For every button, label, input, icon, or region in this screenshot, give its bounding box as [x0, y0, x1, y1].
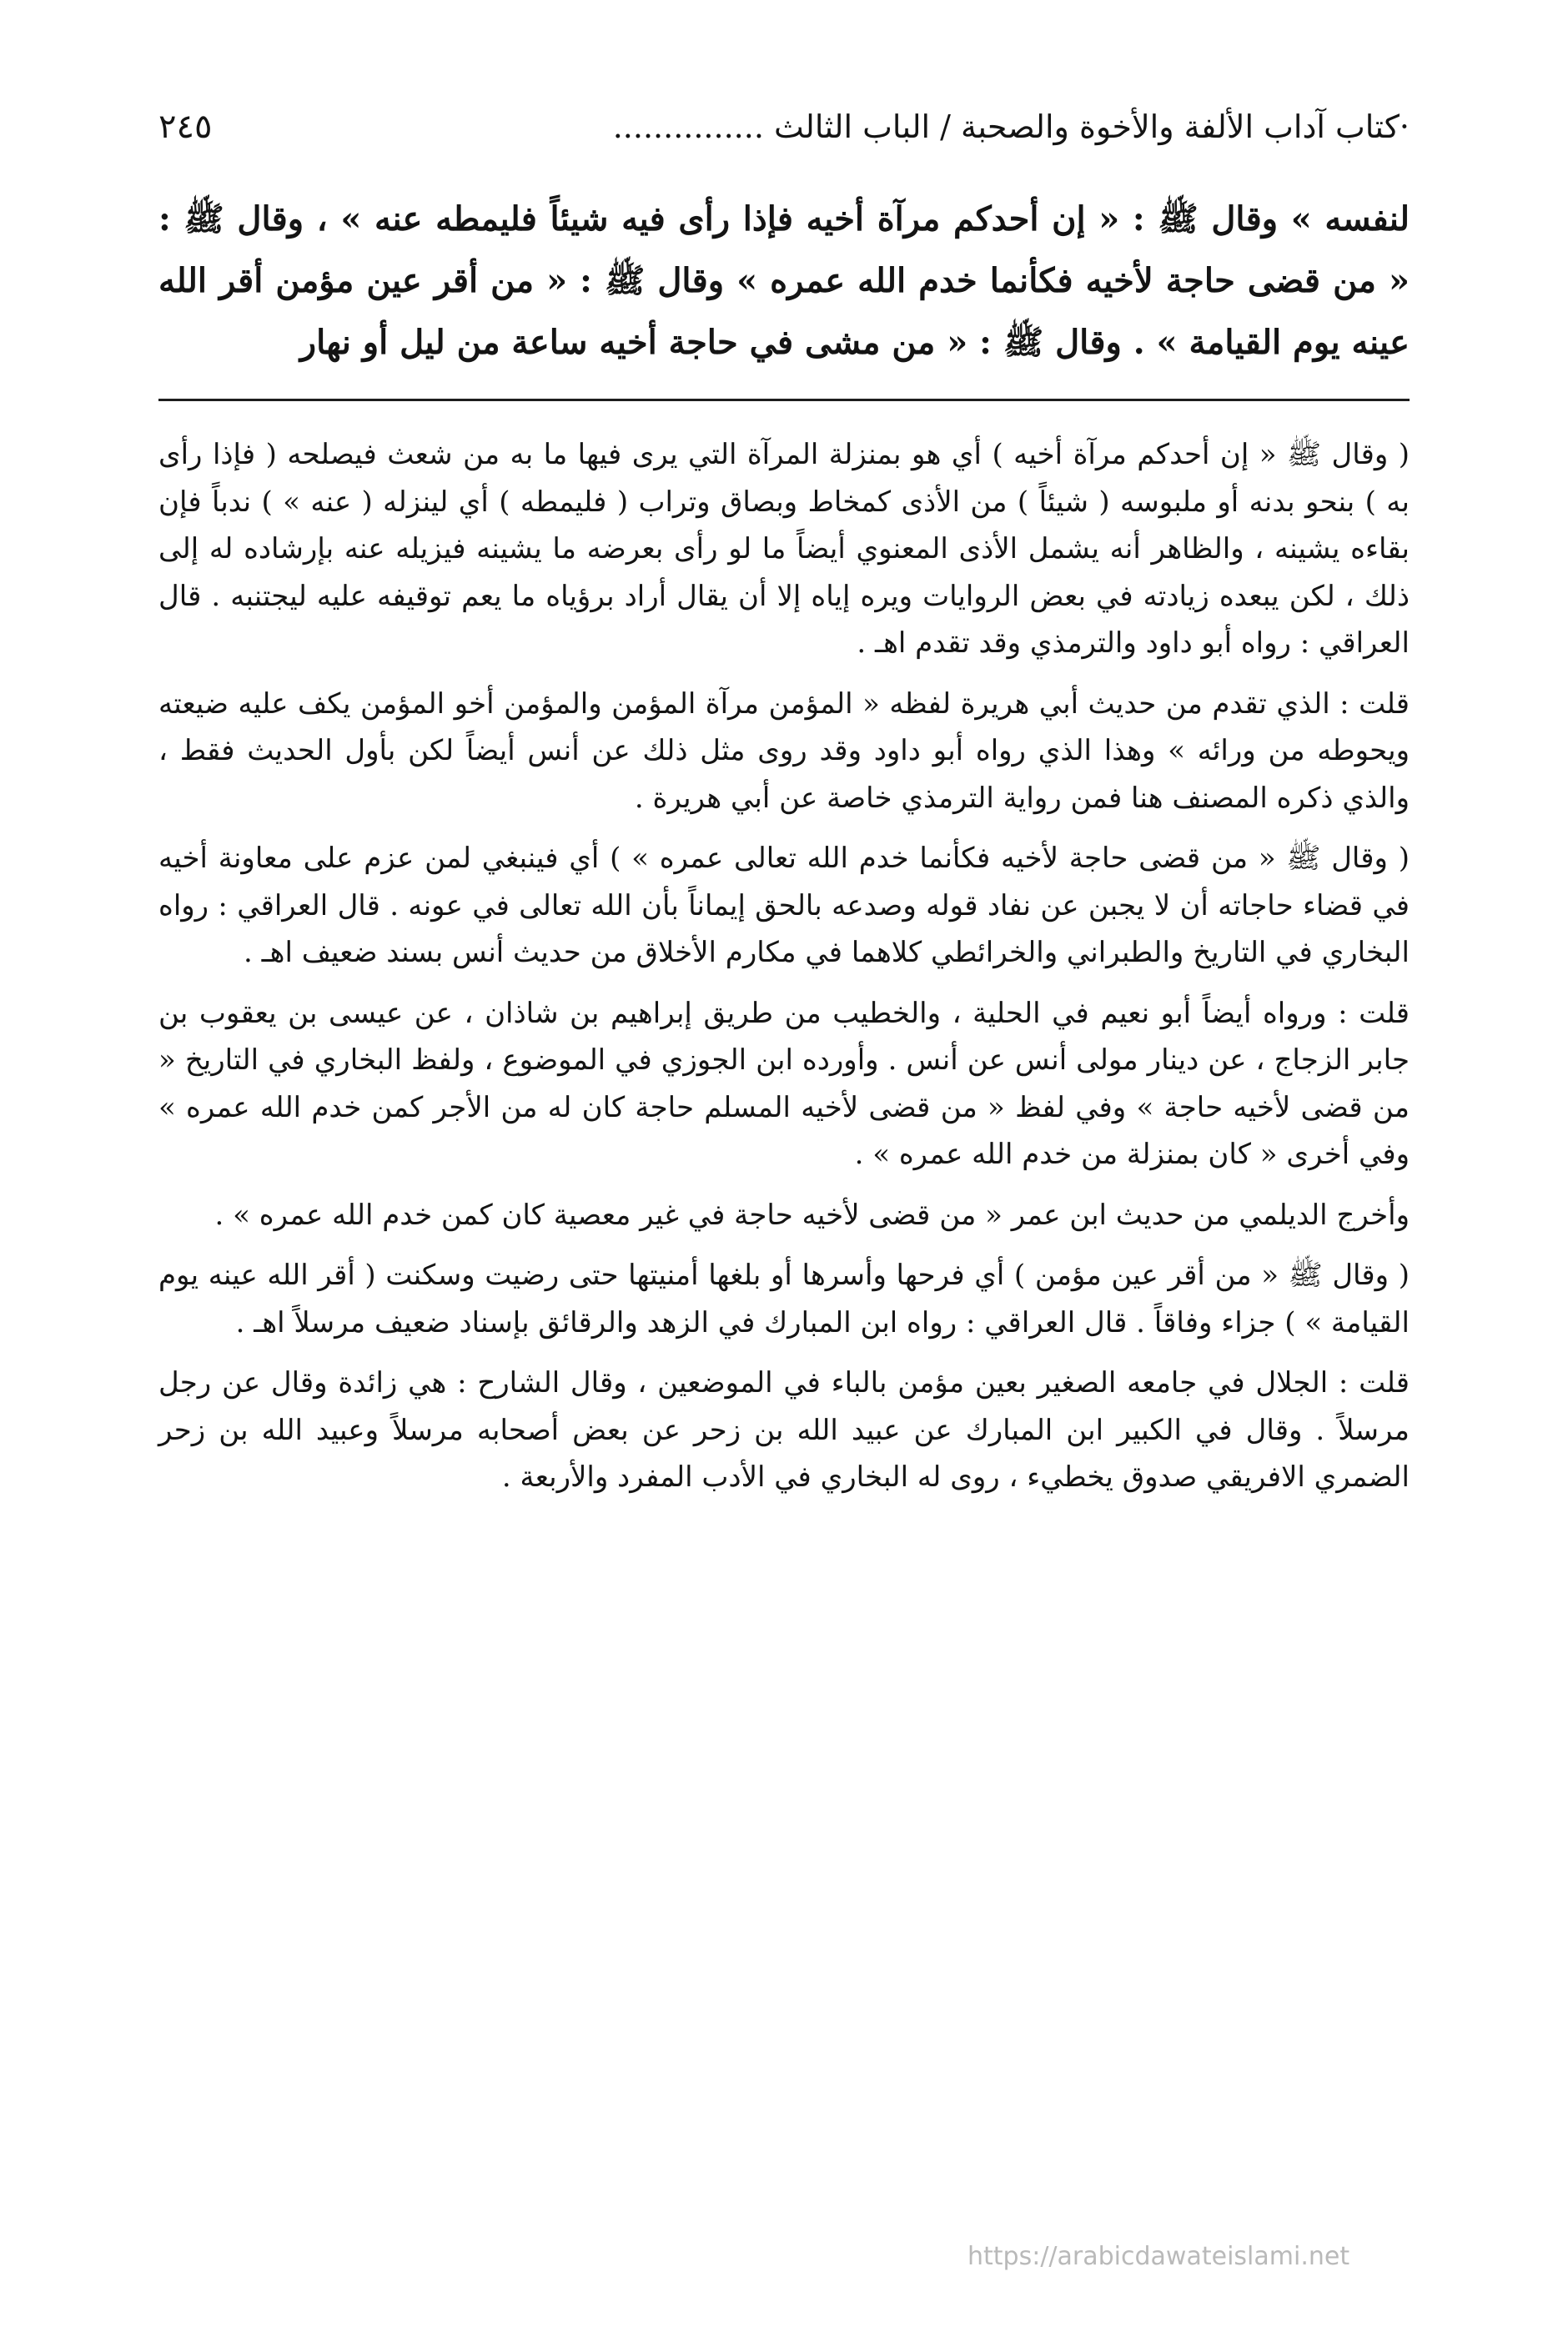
main-text	[158, 188, 1410, 374]
running-header	[158, 100, 1410, 153]
commentary-paragraph: قلت : ورواه أيضاً أبو نعيم في الحلية ، والخطيب من طريق إبراهيم بن شاذان ، عن عيسى بن يعقوب بن جابر الزجاج ، عن دينار مولى أنس عن أنس . وأورده ابن الجوزي في الموضوع ، ولفظ البخاري في التاريخ « من قضى لأخيه حاجة » وفي لفظ « من قضى لأخيه المسلم حاجة كان له من الأجر كمن خدم الله عمره » وفي أخرى « كان بمنزلة من خدم الله عمره » .	[158, 996, 1410, 1171]
book-page	[158, 100, 1410, 2285]
commentary-paragraph: ( وقال ﷺ « إن أحدكم مرآة أخيه ) أي هو بمنزلة المرآة التي يرى فيها ما به من شعث فيصلحه ( فإذا رأى به ) بنحو بدنه أو ملبوسه ( شيئاً ) من الأذى كمخاط وبصاق وتراب ( فليمطه ) أي لينزله ( عنه » ) ندباً فإن بقاءه يشينه ، والظاهر أنه يشمل الأذى المعنوي أيضاً ما لو رأى بعرضه ما يشينه فيزيله عنه بإرشاده له إلى ذلك ، لكن يبعده زيادته في بعض الروايات ويره إياه إلا أن يقال أراد برؤياه ما يعم توقيفه عليه ليجتنبه . قال العراقي : رواه أبو داود والترمذي وقد تقدم اهـ .	[158, 438, 1410, 660]
separator-rule	[158, 399, 1410, 401]
commentary-paragraph: ( وقال ﷺ « من أقر عين مؤمن ) أي فرحها وأسرها أو بلغها أمنيتها حتى رضيت وسكنت ( أقر الله عينه يوم القيامة » ) جزاء وفاقاً . قال العراقي : رواه ابن المبارك في الزهد والرقائق بإسناد ضعيف مرسلاً اهـ .	[158, 1259, 1410, 1339]
running-title: ·كتاب آداب الألفة والأخوة والصحبة / الباب الثالث ...............	[612, 108, 1410, 145]
main-text-paragraph: لنفسه » وقال ﷺ : « إن أحدكم مرآة أخيه فإذا رأى فيه شيئاً فليمطه عنه » ، وقال ﷺ : « من قضى حاجة لأخيه فكأنما خدم الله عمره » وقال ﷺ : « من أقر عين مؤمن أقر الله عينه يوم القيامة » . وقال ﷺ : « من مشى في حاجة أخيه ساعة من ليل أو نهار	[158, 199, 1410, 362]
commentary	[158, 431, 1410, 1501]
commentary-paragraph: وأخرج الديلمي من حديث ابن عمر « من قضى لأخيه حاجة في غير معصية كان كمن خدم الله عمره » .	[214, 1198, 1410, 1232]
commentary-paragraph: قلت : الذي تقدم من حديث أبي هريرة لفظه « المؤمن مرآة المؤمن والمؤمن أخو المؤمن يكف عليه ضيعته ويحوطه من ورائه » وهذا الذي رواه أبو داود وقد روى مثل ذلك عن أنس أيضاً لكن بأول الحديث فقط ، والذي ذكره المصنف هنا فمن رواية الترمذي خاصة عن أبي هريرة .	[158, 686, 1410, 815]
commentary-paragraph: ( وقال ﷺ « من قضى حاجة لأخيه فكأنما خدم الله تعالى عمره » ) أي فينبغي لمن عزم على معاونة أخيه في قضاء حاجاته أن لا يجبن عن نفاد قوله وصدعه بالحق إيماناً بأن الله تعالى في عونه . قال العراقي : رواه البخاري في التاريخ والطبراني والخرائطي كلاهما في مكارم الأخلاق من حديث أنس بسند ضعيف اهـ .	[158, 842, 1410, 969]
watermark-url: https://arabicdawateislami.net	[967, 2242, 1350, 2271]
commentary-paragraph: قلت : الجلال في جامعه الصغير بعين مؤمن بالباء في الموضعين ، وقال الشارح : هي زائدة وقال عن رجل مرسلاً . وقال في الكبير ابن المبارك عن عبيد الله بن زحر عن بعض أصحابه مرسلاً وعبيد الله بن زحر الضمري الافريقي صدوق يخطيء ، روى له البخاري في الأدب المفرد والأربعة .	[158, 1366, 1410, 1494]
page-number: ٢٤٥	[158, 108, 213, 146]
